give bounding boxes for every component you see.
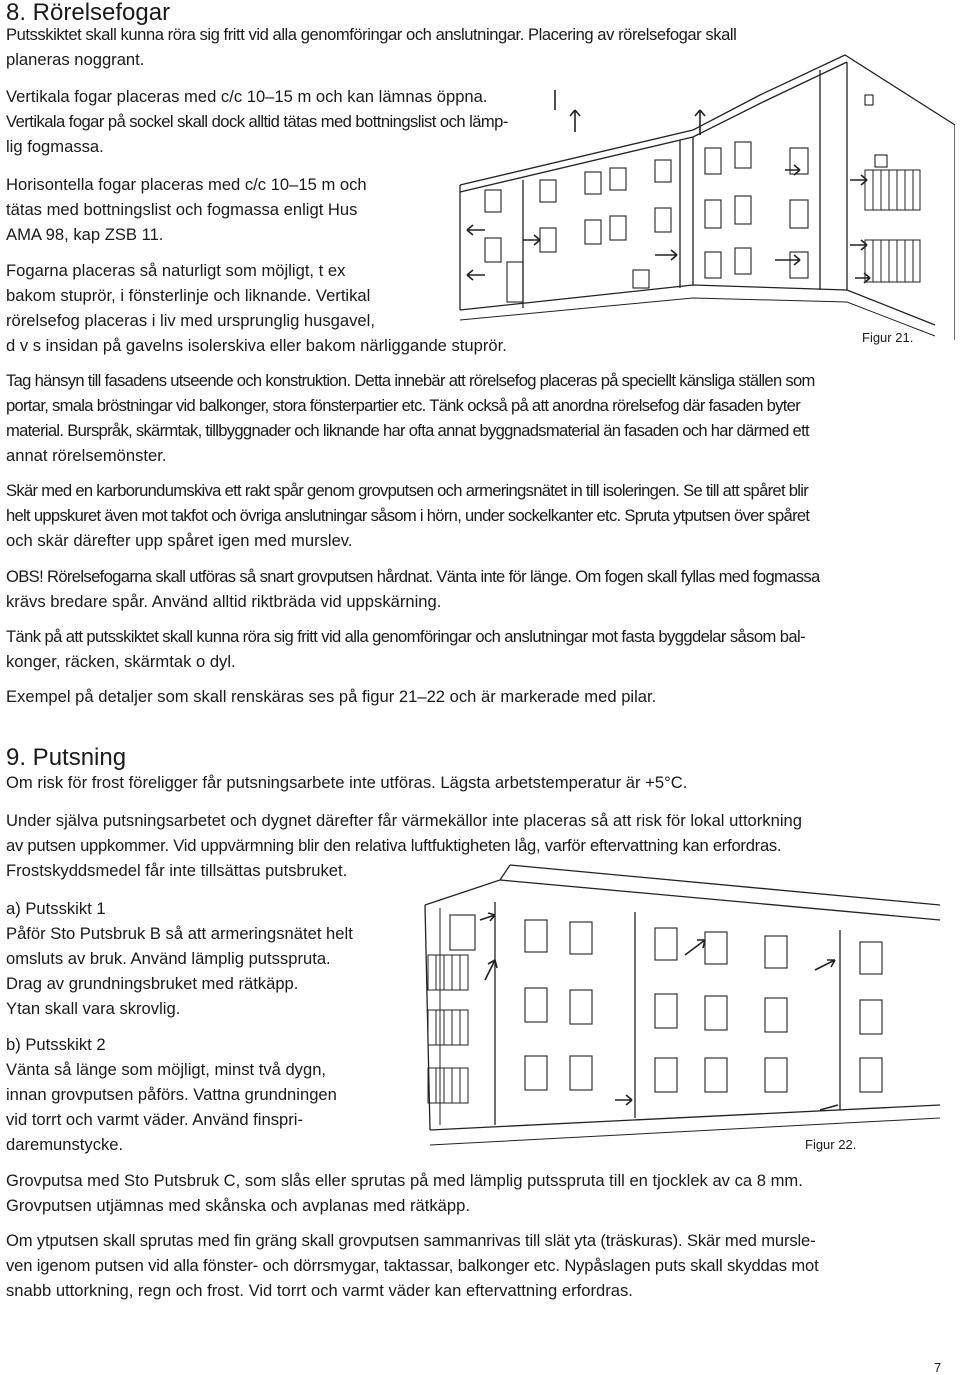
paragraph-obs bbox=[6, 564, 820, 614]
text-line: Vänta så länge som möjligt, minst två dygn, bbox=[6, 1060, 327, 1079]
section-9-heading: 9. Putsning bbox=[6, 744, 127, 771]
text-line: planeras noggrant. bbox=[6, 50, 145, 69]
text-line: AMA 98, kap ZSB 11. bbox=[6, 225, 164, 244]
paragraph-coarse-plaster bbox=[6, 1168, 803, 1218]
text-line: och skär därefter upp spåret igen med murslev. bbox=[6, 531, 353, 550]
figure-22-building-sketch bbox=[420, 860, 940, 1155]
text-line: Vertikala fogar på sockel skall dock alltid tätas med bottningslist och lämp- bbox=[6, 112, 508, 131]
page-number: 7 bbox=[934, 1360, 942, 1375]
text-line: konger, räcken, skärmtak o dyl. bbox=[6, 652, 236, 671]
section-8-heading: 8. Rörelsefogar bbox=[6, 0, 171, 26]
text-line: Ytan skall vara skrovlig. bbox=[6, 999, 181, 1018]
text-line: Grovputsa med Sto Putsbruk C, som slås eller sprutas på med lämplig putsspruta till en tjocklek av ca 8 mm. bbox=[6, 1171, 803, 1190]
figure-22-caption: Figur 22. bbox=[805, 1137, 857, 1152]
text-line: helt uppskuret även mot takfot och övriga anslutningar såsom i hörn, under sockelkanter etc. Spruta ytputsen över spåret bbox=[6, 506, 810, 525]
text-line: Drag av grundningsbruket med rätkäpp. bbox=[6, 974, 299, 993]
text-line: portar, smala bröstningar vid balkonger, stora fönsterpartier etc. Tänk också på att anordna rörelsefog där fasaden byter bbox=[6, 396, 801, 415]
text-line: omsluts av bruk. Använd lämplig putsspruta. bbox=[6, 949, 331, 968]
text-line: bakom stuprör, i fönsterlinje och liknande. Vertikal bbox=[6, 286, 371, 305]
text-line: Tag hänsyn till fasadens utseende och konstruktion. Detta innebär att rörelsefog placeras på speciellt känsliga ställen som bbox=[6, 371, 815, 390]
text-line: snabb uttorkning, regn och frost. Vid torrt och varmt väder kan eftervattning erfordras. bbox=[6, 1281, 633, 1300]
paragraph-cutting bbox=[6, 478, 809, 553]
paragraph-fine-plaster bbox=[6, 1228, 819, 1303]
text-line: Horisontella fogar placeras med c/c 10–15 m och bbox=[6, 175, 367, 194]
text-line: Skär med en karborundumskiva ett rakt spår genom grovputsen och armeringsnätet in till isoleringen. Se till att spåret blir bbox=[6, 481, 809, 500]
text-line: krävs bredare spår. Använd alltid riktbräda vid uppskärning. bbox=[6, 592, 442, 611]
text-line: Tänk på att putsskiktet skall kunna röra sig fritt vid alla genomföringar och anslutningar mot fasta byggdelar såsom bal- bbox=[6, 627, 806, 646]
text-line: rörelsefog placeras i liv med ursprunglig husgavel, bbox=[6, 311, 375, 330]
text-line: vid torrt och varmt väder. Använd finspri- bbox=[6, 1110, 303, 1129]
text-line: Frostskyddsmedel får inte tillsättas putsbruket. bbox=[6, 861, 348, 880]
paragraph-example bbox=[6, 684, 656, 709]
text-line: ven igenom putsen vid alla fönster- och dörrsmygar, taktassar, balkonger etc. Nypåslagen puts skall skyddas mot bbox=[6, 1256, 819, 1275]
text-line: Under själva putsningsarbetet och dygnet därefter får värmekällor inte placeras så att risk för lokal uttorkning bbox=[6, 811, 802, 830]
text-line: Om ytputsen skall sprutas med fin gräng skall grovputsen sammanrivas till slät yta (träskuras). Skär med mursle- bbox=[6, 1231, 816, 1250]
text-line: av putsen uppkommer. Vid uppvärmning blir den relativa luftfuktigheten låg, varför eftervattning kan erfordras. bbox=[6, 836, 782, 855]
text-line: b) Putsskikt 2 bbox=[6, 1035, 106, 1054]
text-line: Exempel på detaljer som skall renskäras ses på figur 21–22 och är markerade med pilar. bbox=[6, 687, 657, 706]
text-line: material. Burspråk, skärmtak, tillbyggnader och liknande har ofta annat byggnadsmaterial än fasaden och har därmed ett bbox=[6, 421, 809, 440]
text-line: daremunstycke. bbox=[6, 1135, 124, 1154]
text-line: lig fogmassa. bbox=[6, 137, 104, 156]
text-line: Om risk för frost föreligger får putsningsarbete inte utföras. Lägsta arbetstemperatur är +5°C. bbox=[6, 773, 688, 792]
figure-21-caption: Figur 21. bbox=[862, 330, 914, 345]
text-line: Vertikala fogar placeras med c/c 10–15 m och kan lämnas öppna. bbox=[6, 87, 488, 106]
text-line: Putsskiktet skall kunna röra sig fritt vid alla genomföringar och anslutningar. Placering av rörelsefogar skall bbox=[6, 25, 737, 44]
text-line: Fogarna placeras så naturligt som möjligt, t ex bbox=[6, 261, 346, 280]
paragraph-facade bbox=[6, 368, 815, 468]
paragraph-horizontal-joints bbox=[6, 172, 367, 247]
paragraph-layer-1 bbox=[6, 896, 353, 1021]
text-line: Påför Sto Putsbruk B så att armeringsnätet helt bbox=[6, 924, 353, 943]
text-line: annat rörelsemönster. bbox=[6, 446, 167, 465]
paragraph-frost bbox=[6, 770, 687, 795]
paragraph-vertical-joints bbox=[6, 84, 508, 159]
text-line: innan grovputsen påförs. Vattna grundningen bbox=[6, 1085, 337, 1104]
text-line: tätas med bottningslist och fogmassa enligt Hus bbox=[6, 200, 358, 219]
paragraph-layer-2 bbox=[6, 1032, 337, 1157]
paragraph-joint-placement bbox=[6, 258, 507, 358]
text-line: d v s insidan på gavelns isolerskiva eller bakom närliggande stuprör. bbox=[6, 336, 507, 355]
paragraph-think bbox=[6, 624, 805, 674]
text-line: OBS! Rörelsefogarna skall utföras så snart grovputsen hårdnat. Vänta inte för länge. Om fogen skall fyllas med fogmassa bbox=[6, 567, 820, 586]
text-line: Grovputsen utjämnas med skånska och avplanas med rätkäpp. bbox=[6, 1196, 470, 1215]
figure-21-building-sketch bbox=[455, 40, 955, 340]
text-line: a) Putsskikt 1 bbox=[6, 899, 106, 918]
